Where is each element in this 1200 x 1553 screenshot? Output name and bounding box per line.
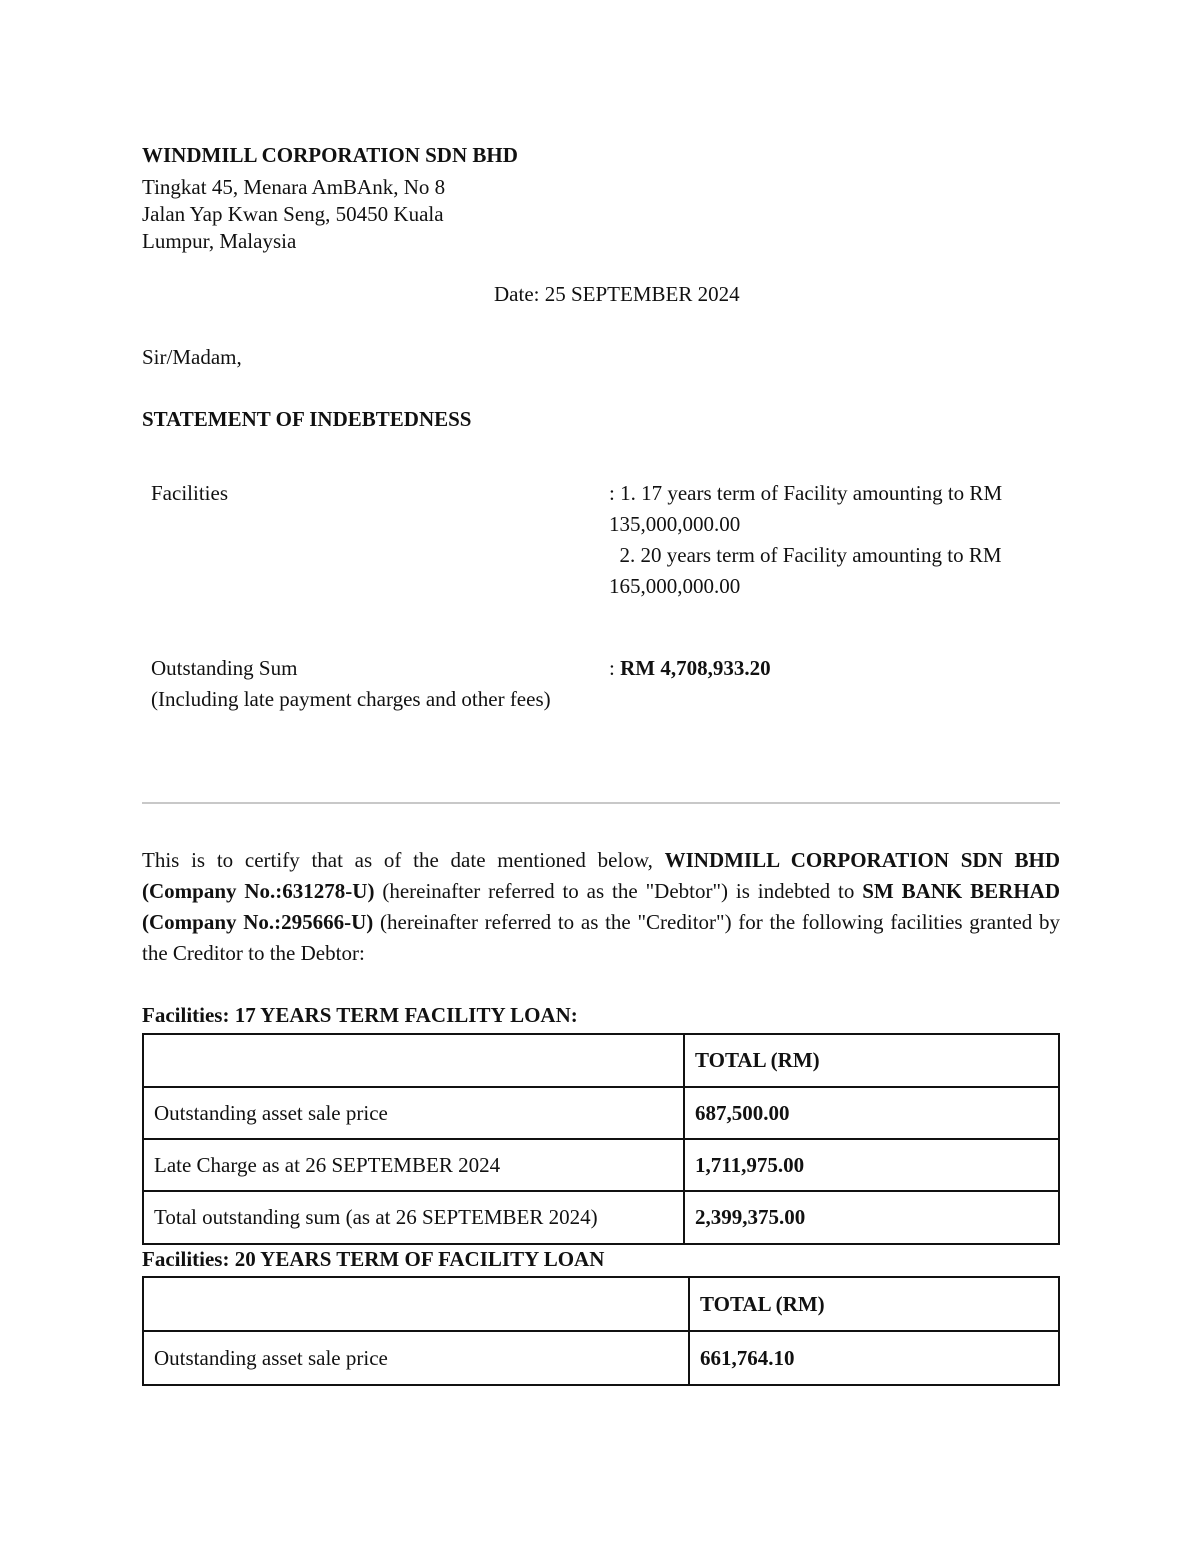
certify-text: (hereinafter referred to as the "Creditor") for the following facilities granted by the Creditor to the Debtor: [142,910,1060,965]
table-row [143,1331,1059,1385]
table-header-row [143,1277,1059,1331]
facility-line: 165,000,000.00 [609,574,741,598]
row-label: Total outstanding sum (as at 26 SEPTEMBER 2024) [143,1191,684,1244]
row-label: Outstanding asset sale price [143,1087,684,1139]
table-row [143,1139,1059,1191]
letter-date: Date: 25 SEPTEMBER 2024 [494,282,740,306]
creditor-name: SM BANK BERHAD (Company No.:295666-U) [142,879,1060,934]
row-value: 1,711,975.00 [684,1139,1059,1191]
salutation: Sir/Madam, [142,345,242,369]
outstanding-note: (Including late payment charges and other fees) [151,687,551,711]
row-value: 2,399,375.00 [684,1191,1059,1244]
facility-line: 135,000,000.00 [609,512,741,536]
row-label: Outstanding asset sale price [143,1331,689,1385]
table-header-empty [143,1277,689,1331]
summary-section [142,478,1060,773]
outstanding-label: Outstanding Sum [151,656,298,680]
table-row [143,1191,1059,1244]
outstanding-label-block [151,653,589,715]
statement-heading: STATEMENT OF INDEBTEDNESS [142,407,472,431]
company-address [142,174,445,255]
address-line: Jalan Yap Kwan Seng, 50450 Kuala [142,202,444,226]
address-line: Tingkat 45, Menara AmBAnk, No 8 [142,175,446,199]
facilities-value [609,478,1060,602]
facility-line: : 1. 17 years term of Facility amounting to RM [609,481,1003,505]
table1-17-years-facility [142,1033,1060,1245]
certification-paragraph [142,845,1060,969]
debtor-name: WINDMILL CORPORATION SDN BHD (Company No.:631278-U) [142,848,1060,903]
company-name: WINDMILL CORPORATION SDN BHD [142,143,518,167]
row-value: 661,764.10 [689,1331,1059,1385]
outstanding-value-block [609,653,1060,684]
certify-text: This is to certify that as of the date mentioned below, [142,848,665,872]
outstanding-value: RM 4,708,933.20 [620,656,771,680]
outstanding-row [142,653,1060,773]
row-label: Late Charge as at 26 SEPTEMBER 2024 [143,1139,684,1191]
horizontal-divider [142,802,1060,804]
outstanding-prefix: : [609,656,621,680]
table-row [143,1087,1059,1139]
row-value: 687,500.00 [684,1087,1059,1139]
certify-text: (hereinafter referred to as the "Debtor") is indebted to [374,879,863,903]
table2-title: Facilities: 20 YEARS TERM OF FACILITY LOAN [142,1247,605,1271]
table2-20-years-facility [142,1276,1060,1386]
facilities-row [142,478,1060,653]
facilities-label: Facilities [151,481,228,505]
table-header-total: TOTAL (RM) [689,1277,1059,1331]
table-header-total: TOTAL (RM) [684,1034,1059,1087]
table-header-empty [143,1034,684,1087]
facility-line: 2. 20 years term of Facility amounting to RM [609,543,1002,567]
table1-title: Facilities: 17 YEARS TERM FACILITY LOAN: [142,1003,578,1027]
table-header-row [143,1034,1059,1087]
address-line: Lumpur, Malaysia [142,229,297,253]
